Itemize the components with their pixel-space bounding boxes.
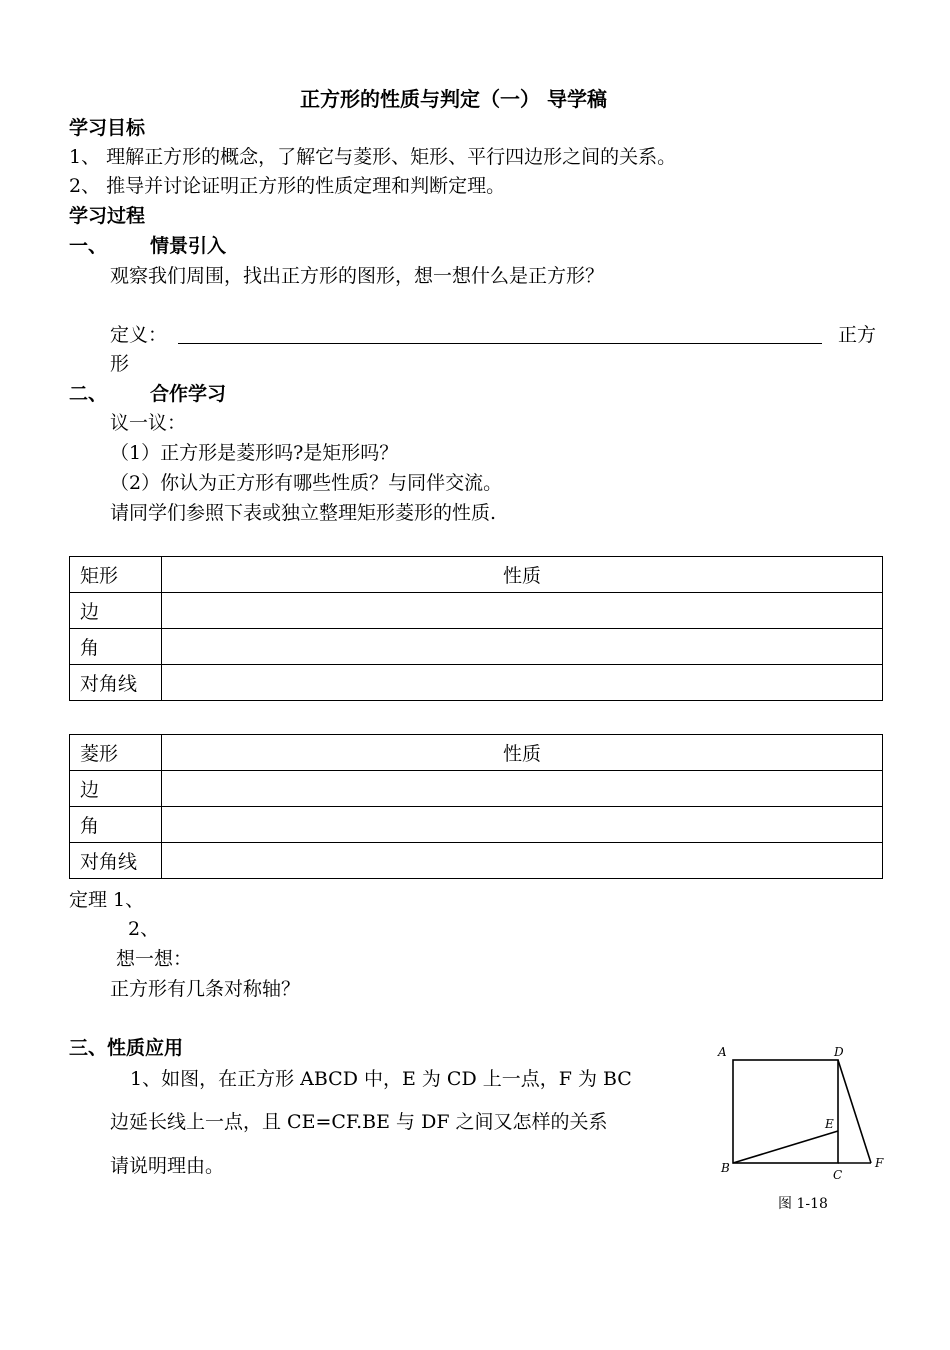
row-label: 对角线 bbox=[70, 665, 162, 701]
label-d: D bbox=[834, 1045, 844, 1059]
application-line-3: 请说明理由。 bbox=[110, 1155, 225, 1177]
property-cell[interactable] bbox=[162, 843, 883, 879]
table-row bbox=[70, 665, 883, 701]
property-cell[interactable] bbox=[162, 629, 883, 665]
label-e: E bbox=[825, 1117, 834, 1131]
property-cell[interactable] bbox=[162, 771, 883, 807]
section-2-number: 二、 bbox=[69, 383, 108, 405]
think-question: 正方形有几条对称轴？ bbox=[110, 978, 301, 1000]
table-header-cell: 菱形 bbox=[70, 735, 162, 771]
figure-caption: 图 1-18 bbox=[778, 1196, 828, 1212]
table-row bbox=[70, 593, 883, 629]
process-heading: 学习过程 bbox=[69, 205, 146, 227]
discuss-label: 议一议： bbox=[110, 412, 187, 434]
section-1-title: 情景引入 bbox=[150, 235, 227, 257]
goals-heading: 学习目标 bbox=[69, 117, 146, 139]
question-1: （1）正方形是菱形吗?是矩形吗？ bbox=[110, 442, 399, 464]
goal-1: 1、 理解正方形的概念，了解它与菱形、矩形、平行四边形之间的关系。 bbox=[69, 146, 677, 168]
section-1-text: 观察我们周围，找出正方形的图形，想一想什么是正方形？ bbox=[110, 265, 605, 287]
row-label: 角 bbox=[70, 629, 162, 665]
row-label: 边 bbox=[70, 593, 162, 629]
think-label: 想一想： bbox=[116, 948, 193, 970]
theorem-1: 定理 1、 bbox=[69, 889, 145, 911]
theorem-2: 2、 bbox=[128, 918, 160, 940]
table-header-cell: 矩形 bbox=[70, 557, 162, 593]
label-a: A bbox=[718, 1045, 727, 1059]
label-b: B bbox=[721, 1161, 730, 1175]
rectangle-properties-table bbox=[69, 556, 883, 701]
geometry-figure bbox=[700, 1030, 910, 1230]
table-row bbox=[70, 629, 883, 665]
question-2: （2）你认为正方形有哪些性质？与同伴交流。 bbox=[110, 472, 503, 494]
instruction-text: 请同学们参照下表或独立整理矩形菱形的性质. bbox=[110, 502, 497, 524]
page-title: 正方形的性质与判定（一） 导学稿 bbox=[300, 87, 607, 111]
section-1-number: 一、 bbox=[69, 235, 108, 257]
table-header-cell: 性质 bbox=[162, 557, 883, 593]
section-2-title: 合作学习 bbox=[150, 383, 227, 405]
property-cell[interactable] bbox=[162, 807, 883, 843]
table-row bbox=[70, 807, 883, 843]
row-label: 角 bbox=[70, 807, 162, 843]
table-row bbox=[70, 843, 883, 879]
table-row bbox=[70, 771, 883, 807]
definition-suffix-1: 正方 bbox=[838, 324, 877, 346]
definition-label: 定义： bbox=[110, 324, 168, 346]
definition-suffix-2: 形 bbox=[110, 353, 130, 375]
property-cell[interactable] bbox=[162, 593, 883, 629]
segment-be bbox=[733, 1131, 838, 1163]
row-label: 边 bbox=[70, 771, 162, 807]
table-header-cell: 性质 bbox=[162, 735, 883, 771]
application-line-2: 边延长线上一点，且 CE=CF.BE 与 DF 之间又怎样的关系 bbox=[110, 1111, 608, 1133]
application-line-1: 1、如图，在正方形 ABCD 中，E 为 CD 上一点，F 为 BC bbox=[130, 1068, 632, 1090]
goal-2: 2、 推导并讨论证明正方形的性质定理和判断定理。 bbox=[69, 175, 506, 197]
row-label: 对角线 bbox=[70, 843, 162, 879]
segment-df bbox=[838, 1060, 871, 1163]
rhombus-properties-table bbox=[69, 734, 883, 879]
table-header-row bbox=[70, 557, 883, 593]
table-header-row bbox=[70, 735, 883, 771]
label-c: C bbox=[833, 1168, 843, 1182]
property-cell[interactable] bbox=[162, 665, 883, 701]
definition-blank bbox=[178, 343, 822, 344]
section-3-heading: 三、性质应用 bbox=[69, 1037, 184, 1059]
label-f: F bbox=[875, 1156, 884, 1170]
